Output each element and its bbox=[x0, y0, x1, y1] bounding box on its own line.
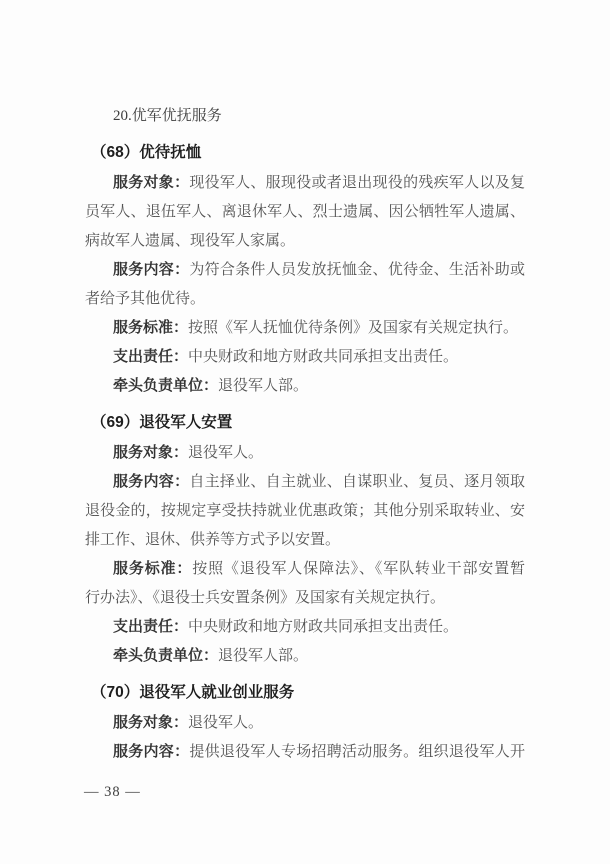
field-label: 支出责任： bbox=[113, 619, 189, 635]
paragraph-line bbox=[85, 709, 525, 738]
field-label: 服务对象： bbox=[113, 715, 189, 731]
field-label: 服务标准： bbox=[113, 561, 193, 577]
paragraph-line bbox=[85, 169, 525, 198]
line-text: （69）退役军人安置 bbox=[91, 414, 233, 431]
section-title bbox=[85, 102, 525, 131]
paragraph-line bbox=[85, 285, 525, 314]
field-label: 服务内容： bbox=[113, 262, 190, 278]
line-text: 按照《退役军人保障法》、《军队转业干部安置暂 bbox=[192, 561, 525, 577]
paragraph-line bbox=[85, 497, 525, 526]
line-text: （68）优待抚恤 bbox=[91, 144, 202, 161]
line-text: 提供退役军人专场招聘活动服务。组织退役军人开 bbox=[189, 744, 525, 760]
paragraph-line bbox=[85, 526, 525, 555]
line-text: 行办法》、《退役士兵安置条例》及国家有关规定执行。 bbox=[85, 590, 446, 606]
line-text: 为符合条件人员发放抚恤金、优待金、生活补助或 bbox=[189, 262, 525, 278]
paragraph-line bbox=[85, 738, 525, 767]
page-content bbox=[85, 102, 525, 767]
field-label: 服务对象： bbox=[113, 175, 190, 191]
paragraph-line bbox=[85, 372, 525, 401]
paragraph-line bbox=[85, 227, 525, 256]
item-heading bbox=[85, 678, 525, 707]
paragraph-line bbox=[85, 439, 525, 468]
page-number: — 38 — bbox=[84, 784, 141, 800]
field-label: 服务标准： bbox=[113, 320, 189, 336]
line-text: 退役金的，按规定享受扶持就业优惠政策；其他分别采取转业、安 bbox=[85, 503, 525, 519]
field-label: 牵头负责单位： bbox=[113, 648, 219, 664]
item-heading bbox=[85, 138, 525, 167]
field-label: 牵头负责单位： bbox=[113, 378, 219, 394]
line-text: （70）退役军人就业创业服务 bbox=[91, 684, 295, 701]
field-label: 服务对象： bbox=[113, 445, 189, 461]
line-text: 退役军人部。 bbox=[218, 378, 309, 394]
line-text: 按照《军人抚恤优待条例》及国家有关规定执行。 bbox=[188, 320, 519, 336]
line-text: 退役军人。 bbox=[188, 715, 264, 731]
line-text: 退役军人部。 bbox=[218, 648, 309, 664]
paragraph-line bbox=[85, 613, 525, 642]
paragraph-line bbox=[85, 555, 525, 584]
item-heading bbox=[85, 408, 525, 437]
field-label: 支出责任： bbox=[113, 349, 189, 365]
paragraph-line bbox=[85, 198, 525, 227]
paragraph-line bbox=[85, 468, 525, 497]
line-text: 者给予其他优待。 bbox=[85, 291, 206, 307]
line-text: 20.优军优抚服务 bbox=[113, 108, 222, 124]
line-text: 自主择业、自主就业、自谋职业、复员、逐月领取 bbox=[189, 474, 525, 490]
line-text: 中央财政和地方财政共同承担支出责任。 bbox=[188, 349, 459, 365]
line-text: 现役军人、服现役或者退出现役的残疾军人以及复 bbox=[189, 175, 525, 191]
paragraph-line bbox=[85, 256, 525, 285]
line-text: 病故军人遗属、现役军人家属。 bbox=[85, 233, 296, 249]
paragraph-line bbox=[85, 642, 525, 671]
field-label: 服务内容： bbox=[113, 474, 190, 490]
line-text: 排工作、退休、供养等方式予以安置。 bbox=[85, 532, 341, 548]
paragraph-line bbox=[85, 584, 525, 613]
field-label: 服务内容： bbox=[113, 744, 190, 760]
line-text: 员军人、退伍军人、离退休军人、烈士遗属、因公牺牲军人遗属、 bbox=[85, 204, 525, 220]
paragraph-line bbox=[85, 343, 525, 372]
line-text: 退役军人。 bbox=[188, 445, 264, 461]
paragraph-line bbox=[85, 314, 525, 343]
line-text: 中央财政和地方财政共同承担支出责任。 bbox=[188, 619, 459, 635]
